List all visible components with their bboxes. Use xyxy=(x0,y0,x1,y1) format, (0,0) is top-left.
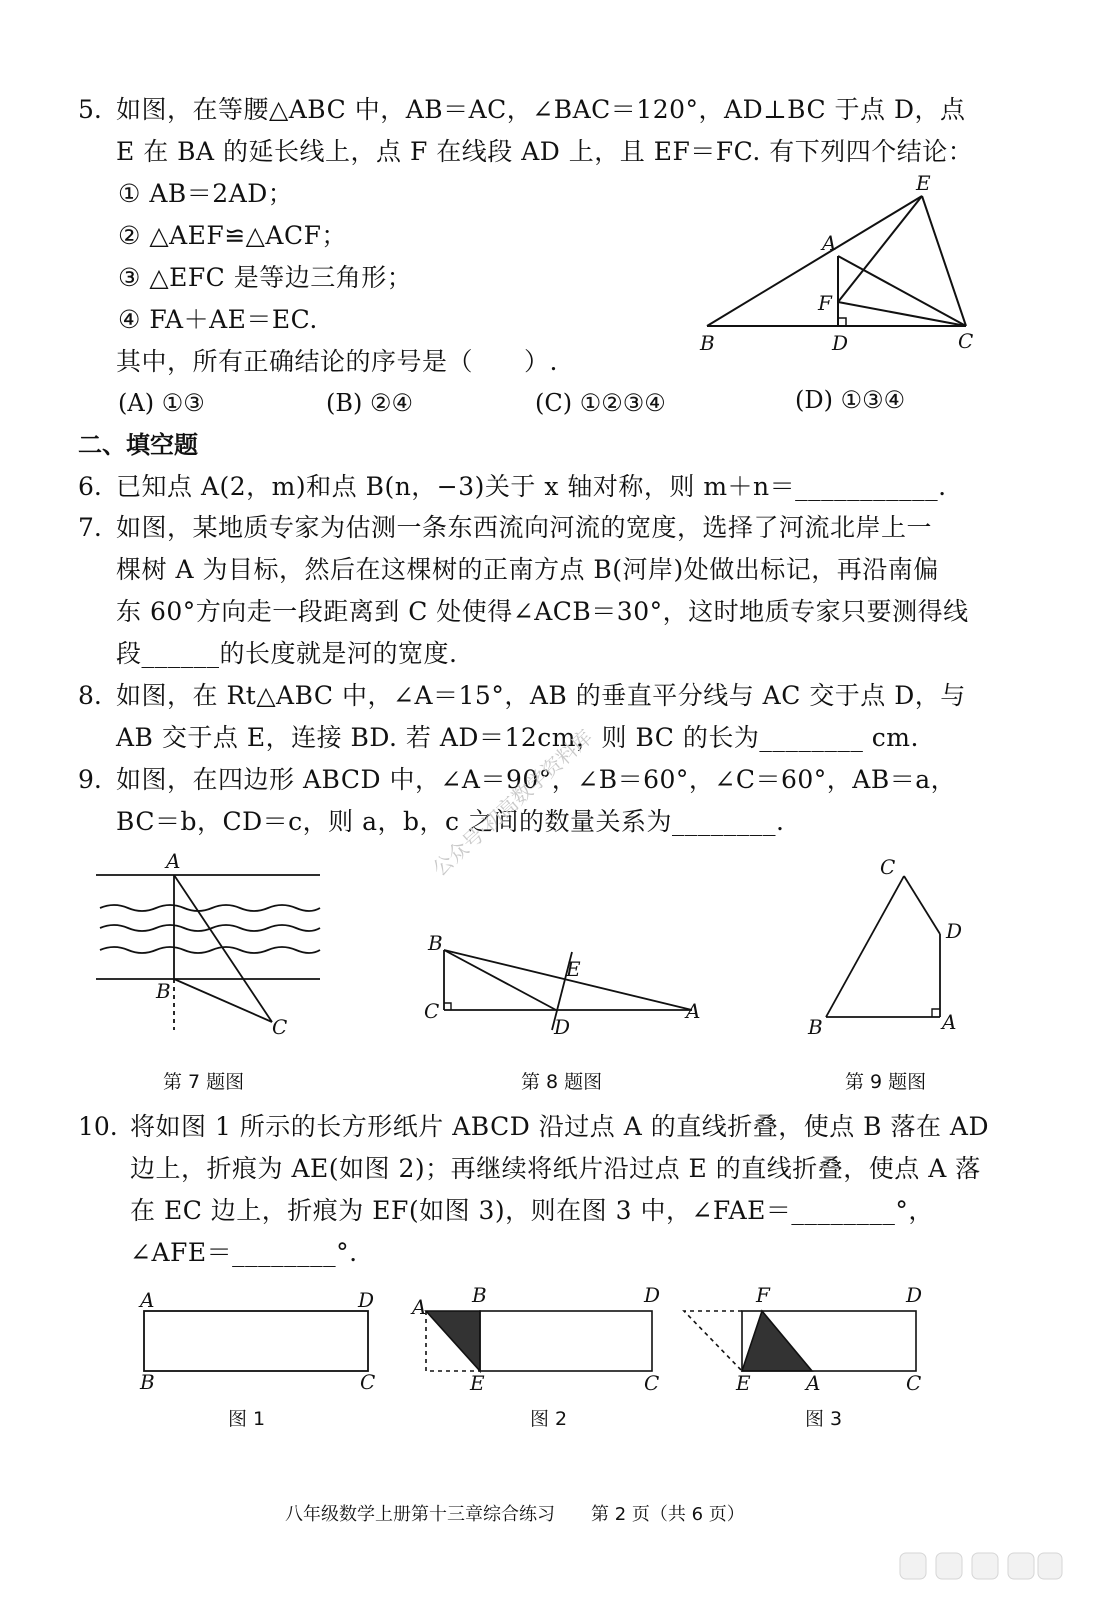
q10-figure-2 xyxy=(408,1282,673,1392)
q7-line1: 如图，某地质专家为估测一条东西流向河流的宽度，选择了河流北岸上一 xyxy=(116,513,933,542)
q9-label-A: A xyxy=(942,1010,957,1034)
q10-fig1-label-A: A xyxy=(140,1288,155,1312)
q8-line2: AB 交于点 E，连接 BD. 若 AD＝12cm，则 BC 的长为________ cm. xyxy=(116,723,919,752)
q9-caption: 第 9 题图 xyxy=(845,1071,927,1093)
section-title: 二、填空题 xyxy=(78,431,198,459)
q10-line2: 边上，折痕为 AE(如图 2)；再继续将纸片沿过点 E 的直线折叠，使点 A 落 xyxy=(130,1154,981,1183)
q8-line1: 如图，在 Rt△ABC 中，∠A＝15°，AB 的垂直平分线与 AC 交于点 D，与 xyxy=(116,681,966,710)
q5-label-B: B xyxy=(700,331,715,355)
q5-right-angle-mark xyxy=(838,318,846,326)
q8-right-angle-mark xyxy=(444,1003,451,1010)
q10-fig3-dashed-fold xyxy=(684,1311,742,1371)
q7-wave-1 xyxy=(100,905,320,911)
q5-label-E: E xyxy=(916,171,931,195)
q10-figure-1 xyxy=(132,1285,382,1395)
q7-line2: 棵树 A 为目标，然后在这棵树的正南方点 B(河岸)处做出标记，再沿南偏 xyxy=(116,555,939,584)
watermark: 公众号·初高数学资料库 xyxy=(427,724,598,881)
q7-label-B: B xyxy=(156,979,171,1003)
q9-right-angle-mark xyxy=(932,1009,940,1017)
q10-fig2-label-B: B xyxy=(472,1283,487,1307)
q8-label-E: E xyxy=(566,957,581,981)
q10-fig1-label-D: D xyxy=(358,1288,375,1312)
q5-seg-EF xyxy=(838,196,922,302)
q5-option-d: (D) ①③④ xyxy=(795,386,906,414)
q7-label-A: A xyxy=(166,849,181,873)
q6-number: 6. xyxy=(78,472,102,501)
q10-line4: ∠AFE＝________°. xyxy=(130,1238,358,1267)
q5-option-c: (C) ①②③④ xyxy=(535,389,666,417)
q10-fig2-folded-triangle xyxy=(426,1311,480,1371)
q9-label-B: B xyxy=(808,1015,823,1039)
q10-fig1-label-B: B xyxy=(140,1370,155,1394)
q10-fig2-label-A: A xyxy=(412,1295,427,1319)
q7-line4: 段______的长度就是河的宽度. xyxy=(116,639,458,668)
q5-label-F: F xyxy=(818,291,832,315)
q5-label-A: A xyxy=(822,231,837,255)
q10-fig2-label-E: E xyxy=(470,1371,485,1392)
q9-seg-BC xyxy=(826,876,904,1017)
q8-label-A: A xyxy=(686,999,701,1023)
q8-label-D: D xyxy=(554,1015,571,1039)
q10-fig1-rect xyxy=(144,1311,368,1371)
q8-label-B: B xyxy=(428,931,443,955)
q10-fig2-label-D: D xyxy=(644,1283,661,1307)
q10-fig3-label-A: A xyxy=(806,1371,821,1392)
q8-number: 8. xyxy=(78,681,102,710)
q5-line2: E 在 BA 的延长线上，点 F 在线段 AD 上，且 EF＝FC. 有下列四个结论： xyxy=(116,137,974,166)
q7-wave-3 xyxy=(100,947,320,953)
q10-fig3-label-D: D xyxy=(906,1283,923,1307)
q10-line1: 将如图 1 所示的长方形纸片 ABCD 沿过点 A 的直线折叠，使点 B 落在 AD xyxy=(130,1112,990,1141)
q9-line1: 如图，在四边形 ABCD 中，∠A＝90°，∠B＝60°，∠C＝60°，AB＝a， xyxy=(116,765,957,794)
q10-caption-3: 图 3 xyxy=(805,1408,843,1430)
q10-number: 10. xyxy=(78,1112,118,1141)
q8-seg-BD xyxy=(444,950,556,1010)
q10-fig3-label-C: C xyxy=(906,1371,922,1392)
q10-fig2-rect xyxy=(480,1311,652,1371)
q7-line3: 东 60°方向走一段距离到 C 处使得∠ACB＝30°，这时地质专家只要测得线 xyxy=(116,597,969,626)
q5-conclusion-3: ③ △EFC 是等边三角形； xyxy=(118,263,413,292)
q5-conclusion-4: ④ FA＋AE＝EC. xyxy=(118,305,318,334)
q8-figure xyxy=(420,928,720,1040)
q5-question: 其中，所有正确结论的序号是（ ）. xyxy=(116,347,558,376)
q5-option-a: (A) ①③ xyxy=(118,389,205,417)
q5-figure xyxy=(690,170,1000,360)
q5-option-b: (B) ②④ xyxy=(326,389,414,417)
q7-label-C: C xyxy=(272,1015,288,1039)
q10-figure-3 xyxy=(680,1282,930,1392)
page-footer: 八年级数学上册第十三章综合练习 第 2 页（共 6 页） xyxy=(285,1504,745,1525)
q9-label-C: C xyxy=(880,855,896,879)
q9-figure xyxy=(800,852,980,1042)
q7-figure xyxy=(92,848,322,1043)
q6-line1: 已知点 A(2，m)和点 B(n，−3)关于 x 轴对称，则 m＋n＝___________. xyxy=(116,472,947,501)
q9-line2: BC＝b，CD＝c，则 a，b，c 之间的数量关系为________. xyxy=(116,807,785,836)
q10-caption-1: 图 1 xyxy=(228,1408,266,1430)
q10-fig3-label-F: F xyxy=(756,1283,770,1307)
q9-number: 9. xyxy=(78,765,102,794)
q5-label-D: D xyxy=(832,331,849,355)
q10-fig2-label-C: C xyxy=(644,1371,660,1392)
q10-fig3-label-E: E xyxy=(736,1371,751,1392)
q7-caption: 第 7 题图 xyxy=(163,1071,245,1093)
q5-line1: 如图，在等腰△ABC 中，AB＝AC，∠BAC＝120°，AD⊥BC 于点 D，点 xyxy=(116,95,966,124)
q10-caption-2: 图 2 xyxy=(530,1408,568,1430)
q9-label-D: D xyxy=(946,919,963,943)
q9-seg-CD xyxy=(904,876,940,934)
q10-fig3-folded-triangle xyxy=(742,1311,812,1371)
viewer-controls-icon xyxy=(896,1545,1066,1585)
q5-conclusion-1: ① AB＝2AD； xyxy=(118,179,294,208)
q5-conclusion-2: ② △AEF≌△ACF； xyxy=(118,221,347,250)
q10-fig1-label-C: C xyxy=(360,1370,376,1394)
q8-caption: 第 8 题图 xyxy=(521,1071,603,1093)
q5-label-C: C xyxy=(958,329,974,353)
q5-seg-BE xyxy=(707,196,922,326)
q10-line3: 在 EC 边上，折痕为 EF(如图 3)，则在图 3 中，∠FAE＝________°， xyxy=(130,1196,934,1225)
q8-label-C: C xyxy=(424,999,440,1023)
q7-number: 7. xyxy=(78,513,102,542)
q5-number: 5. xyxy=(78,95,102,124)
q5-seg-FC xyxy=(838,302,966,326)
